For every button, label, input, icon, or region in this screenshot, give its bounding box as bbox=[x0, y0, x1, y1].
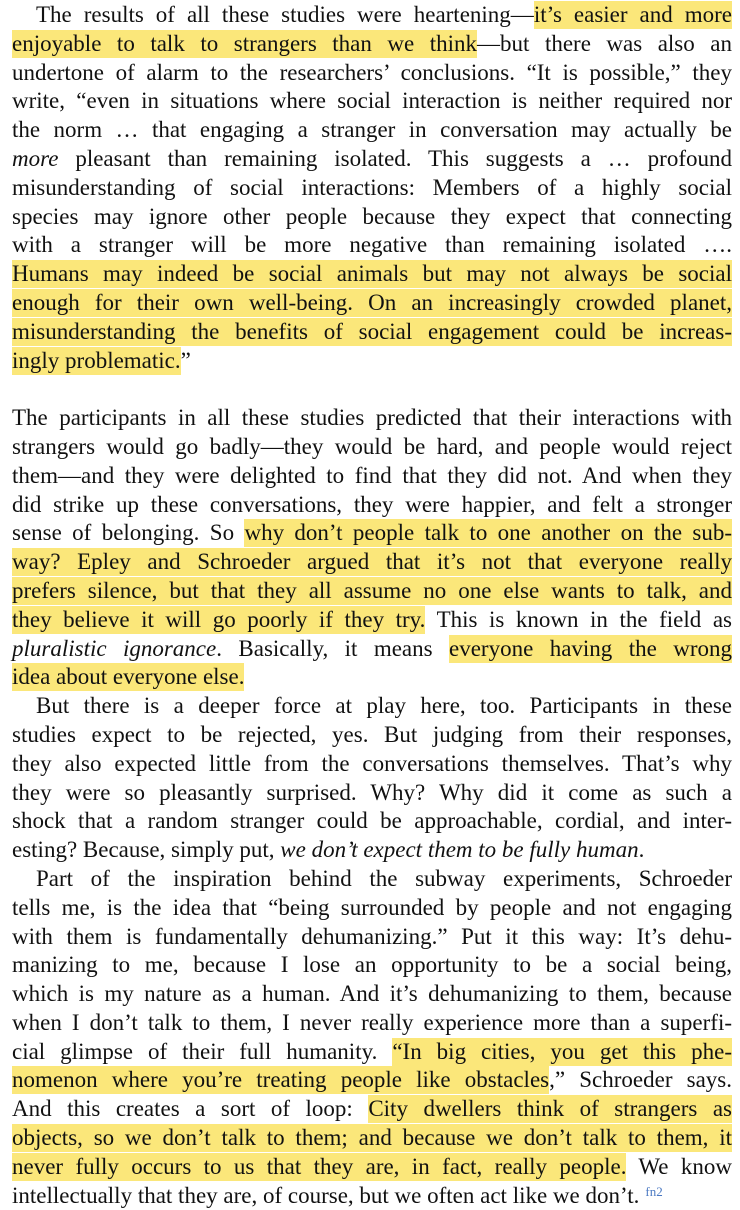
text-line: Part of the inspiration behind the subway experiments, Schroeder bbox=[36, 865, 732, 891]
highlight: enjoyable to talk to strangers than we think bbox=[12, 30, 478, 56]
text-line: with them is fundamentally dehumanizing.” Put it this way: It’s dehu- bbox=[12, 923, 732, 949]
text-line: esting? Because, simply put, we don’t expect them to be fully human. bbox=[12, 837, 645, 863]
text-line bbox=[12, 577, 732, 606]
highlight: it’s easier and more bbox=[533, 2, 733, 27]
text-line: species may ignore other people because they expect that connecting bbox=[12, 203, 732, 229]
text-line: misunderstanding of social interactions: Members of a highly social bbox=[12, 174, 732, 200]
text-line: strangers would go badly—they would be hard, and people would reject bbox=[12, 433, 732, 459]
paragraph-1 bbox=[12, 1, 732, 375]
text-line: ingly problematic.” bbox=[12, 347, 191, 373]
highlight: City dwellers think of strangers as bbox=[368, 1096, 732, 1122]
highlight: Humans may indeed be social animals but may not always be social bbox=[12, 261, 732, 287]
text-line: never fully occurs to us that they are, in fact, really people. We know bbox=[12, 1153, 732, 1179]
highlight: objects, so we don’t talk to them; and because we don’t talk to them, it bbox=[12, 1125, 732, 1151]
text-line: more pleasant than remaining isolated. This suggests a … profound bbox=[12, 145, 732, 171]
text-line: when I don’t talk to them, I never really experience more than a superfi- bbox=[12, 1009, 732, 1035]
highlight: misunderstanding the benefits of social engagement could be increas- bbox=[12, 318, 732, 344]
text-line: But there is a deeper force at play here, too. Participants in these bbox=[36, 693, 732, 719]
text-line: shock that a random stranger could be approachable, cordial, and inter- bbox=[12, 808, 732, 834]
highlight: never fully occurs to us that they are, in fact, really people. bbox=[12, 1153, 627, 1179]
text-line: the norm … that engaging a stranger in conversation may actually be bbox=[12, 117, 732, 143]
highlight: prefers silence, but that they all assume no one else wants to talk, and bbox=[12, 577, 732, 603]
highlight: why don’t people talk to one another on the sub- bbox=[244, 520, 732, 546]
emphasis: pluralistic ignorance bbox=[12, 635, 217, 661]
text-line: The results of all these studies were heartening—it’s easier and more bbox=[36, 2, 733, 27]
paragraph-2 bbox=[12, 404, 732, 692]
text-line: studies expect to be rejected, yes. But judging from their responses, bbox=[12, 721, 732, 747]
paragraph-4 bbox=[12, 865, 732, 1210]
footnote-link[interactable]: fn2 bbox=[645, 1183, 663, 1199]
highlight: nomenon where you’re treating people like obstacles bbox=[12, 1067, 550, 1093]
emphasis: more bbox=[12, 145, 59, 171]
text-line bbox=[12, 1124, 732, 1153]
text-line: manizing to me, because I lose an opportunity to be a social being, bbox=[12, 952, 732, 978]
paragraph-3 bbox=[12, 692, 732, 865]
text-line: And this creates a sort of loop: City dwellers think of strangers as bbox=[12, 1096, 732, 1122]
text-line: The participants in all these studies predicted that their interactions with bbox=[12, 405, 732, 431]
text-line: them—and they were delighted to find that they did not. And when they bbox=[12, 462, 732, 488]
book-page bbox=[12, 1, 732, 1210]
text-line: enjoyable to talk to strangers than we think—but there was also an bbox=[12, 30, 732, 56]
highlight: enough for their own well-being. On an increasingly crowded planet, bbox=[12, 289, 732, 315]
text-line: sense of belonging. So why don’t people talk to one another on the sub- bbox=[12, 520, 732, 546]
highlight: idea about everyone else. bbox=[12, 664, 245, 690]
text-line: tells me, is the idea that “being surrounded by people and not engaging bbox=[12, 894, 732, 920]
text-line: intellectually that they are, of course, but we often act like we don’t. $^{fn2}$ bbox=[12, 1182, 663, 1208]
text-line: did strike up these conversations, they were happier, and felt a stronger bbox=[12, 491, 732, 517]
emphasis: we don’t expect them to be fully human bbox=[280, 837, 639, 863]
text-line: with a stranger will be more negative than remaining isolated …. bbox=[12, 232, 732, 258]
section-break bbox=[12, 375, 732, 404]
highlight: they believe it will go poorly if they try. bbox=[12, 606, 426, 632]
highlight: ingly problematic. bbox=[12, 347, 181, 373]
text-line bbox=[12, 318, 732, 347]
text-line: they believe it will go poorly if they try. This is known in the field as bbox=[12, 606, 732, 632]
text-line: they also expected little from the conversations themselves. That’s why bbox=[12, 750, 732, 776]
highlight: “In big cities, you get this phe- bbox=[392, 1038, 732, 1064]
text-line: nomenon where you’re treating people like obstacles,” Schroeder says. bbox=[12, 1067, 732, 1093]
highlight: way? Epley and Schroeder argued that it’s not that everyone really bbox=[12, 549, 732, 575]
text-line: cial glimpse of their full humanity. “In big cities, you get this phe- bbox=[12, 1038, 732, 1064]
text-line bbox=[12, 260, 732, 289]
text-line bbox=[12, 289, 732, 318]
text-line: undertone of alarm to the researchers’ conclusions. “It is possible,” they bbox=[12, 59, 732, 85]
text-line: which is my nature as a human. And it’s dehumanizing to them, because bbox=[12, 981, 732, 1007]
text-line: pluralistic ignorance. Basically, it means everyone having the wrong bbox=[12, 635, 732, 661]
text-line bbox=[12, 548, 732, 577]
text-line: write, “even in situations where social interaction is neither required nor bbox=[12, 88, 732, 114]
text-line: they were so pleasantly surprised. Why? Why did it come as such a bbox=[12, 779, 732, 805]
text-line bbox=[12, 663, 732, 692]
highlight: everyone having the wrong bbox=[449, 635, 732, 661]
